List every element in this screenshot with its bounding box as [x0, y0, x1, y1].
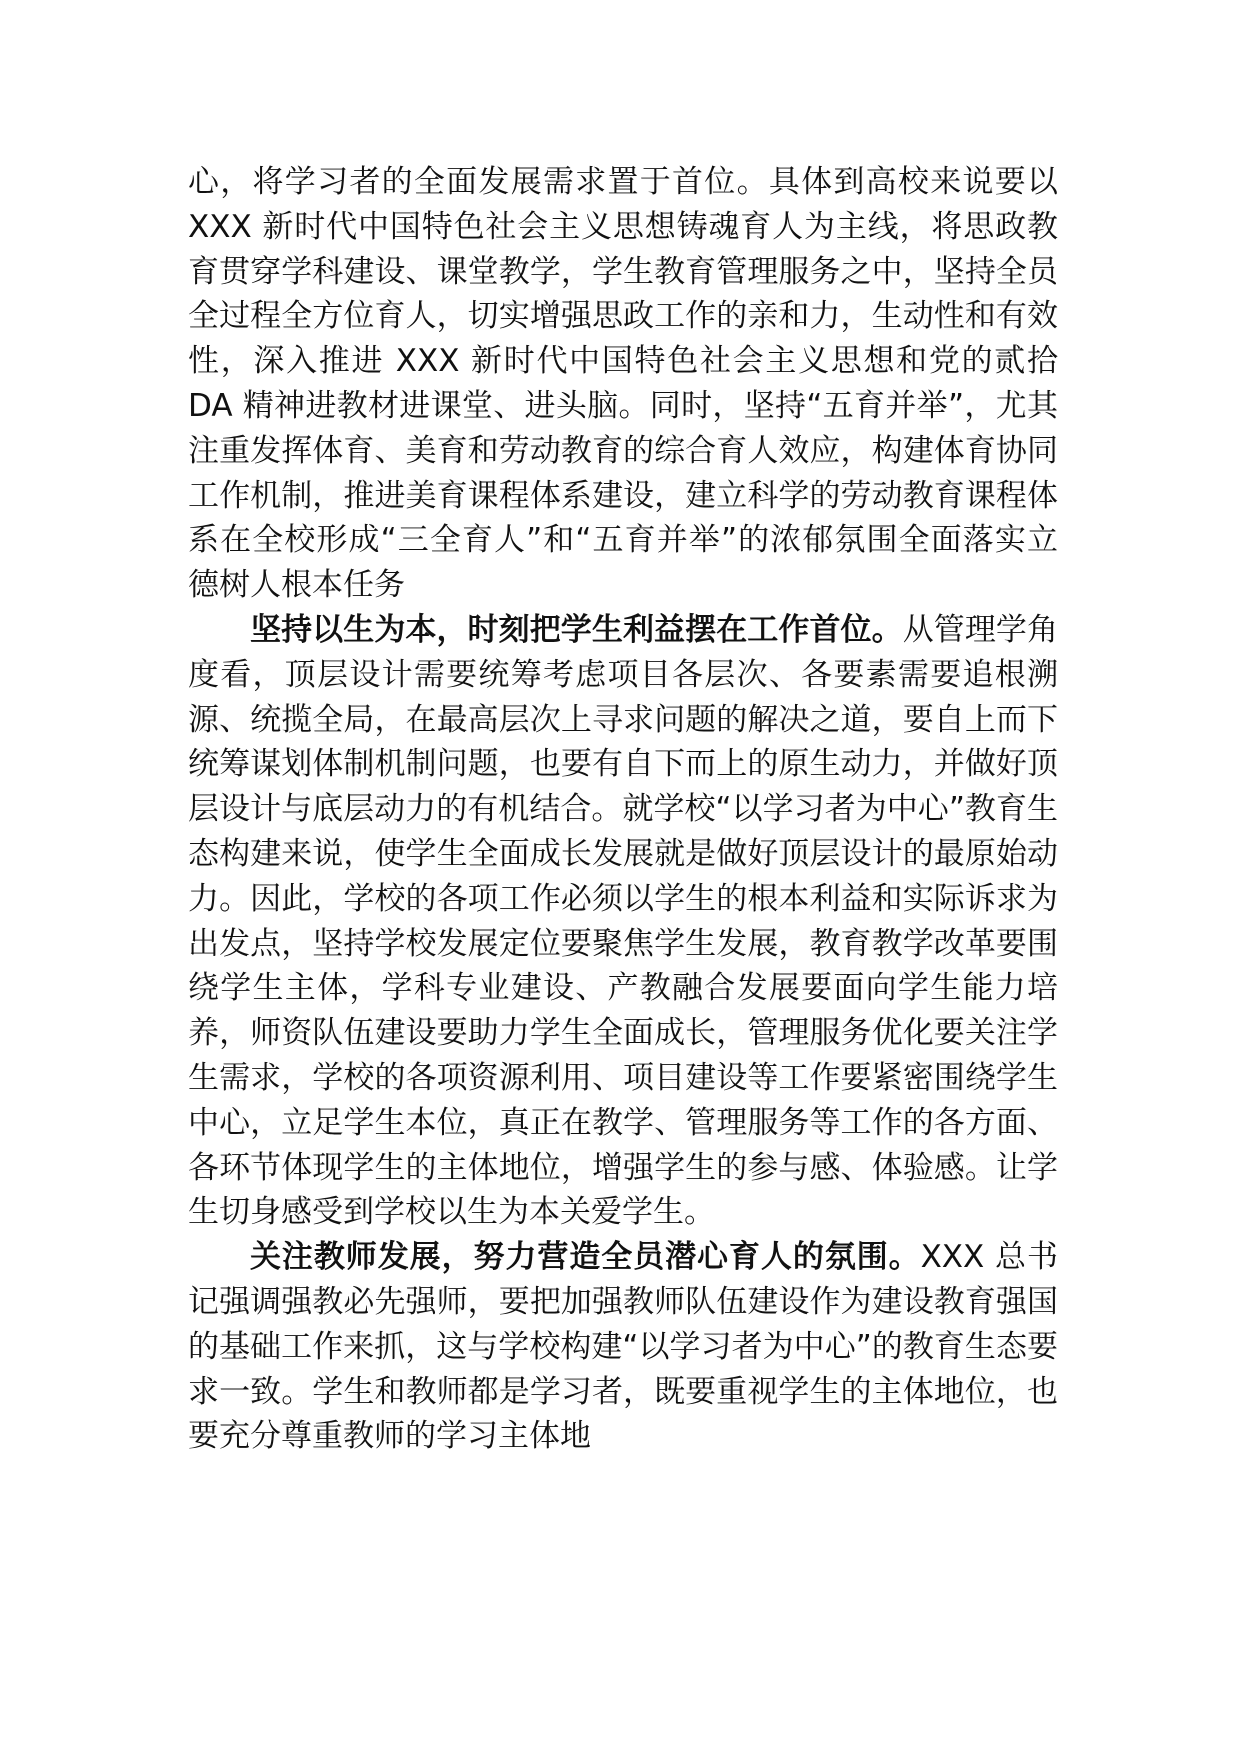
paragraph-2	[188, 608, 1058, 1235]
document-body	[188, 160, 1058, 1459]
paragraph-1	[188, 160, 1058, 608]
paragraph-3	[188, 1235, 1058, 1459]
paragraph-1-text: 心，将学习者的全面发展需求置于首位。具体到高校来说要以 XXX 新时代中国特色社会主义思想铸魂育人为主线，将思政教育贯穿学科建设、课堂教学，学生教育管理服务之中，坚持全员全过程全方位育人，切实增强思政工作的亲和力，生动性和有效性，深入推进 XXX 新时代中国特色社会主义思想和党的贰拾 DA 精神进教材进课堂、进头脑。同时，坚持“五育并举”，尤其注重发挥体育、美育和劳动教育的综合育人效应，构建体育协同工作机制，推进美育课程体系建设，建立科学的劳动教育课程体系在全校形成“三全育人”和“五育并举”的浓郁氛围全面落实立德树人根本任务	[188, 164, 1058, 604]
paragraph-2-heading: 坚持以生为本，时刻把学生利益摆在工作首位。	[250, 611, 903, 648]
paragraph-3-heading: 关注教师发展，努力营造全员潜心育人的氛围。	[250, 1239, 921, 1276]
paragraph-3-text: XXX 总书记强调强教必先强师，要把加强教师队伍建设作为建设教育强国的基础工作来抓，这与学校构建“以学习者为中心”的教育生态要求一致。学生和教师都是学习者，既要重视学生的主体地位，也要充分尊重教师的学习主体地	[188, 1239, 1058, 1455]
paragraph-2-text: 从管理学角度看，顶层设计需要统筹考虑项目各层次、各要素需要追根溯源、统揽全局，在最高层次上寻求问题的解决之道，要自上而下统筹谋划体制机制问题，也要有自下而上的原生动力，并做好顶层设计与底层动力的有机结合。就学校“以学习者为中心”教育生态构建来说，使学生全面成长发展就是做好顶层设计的最原始动力。因此，学校的各项工作必须以学生的根本利益和实际诉求为出发点，坚持学校发展定位要聚焦学生发展，教育教学改革要围绕学生主体，学科专业建设、产教融合发展要面向学生能力培养，师资队伍建设要助力学生全面成长，管理服务优化要关注学生需求，学校的各项资源利用、项目建设等工作要紧密围绕学生中心，立足学生本位，真正在教学、管理服务等工作的各方面、各环节体现学生的主体地位，增强学生的参与感、体验感。让学生切身感受到学校以生为本关爱学生。	[188, 611, 1059, 1231]
